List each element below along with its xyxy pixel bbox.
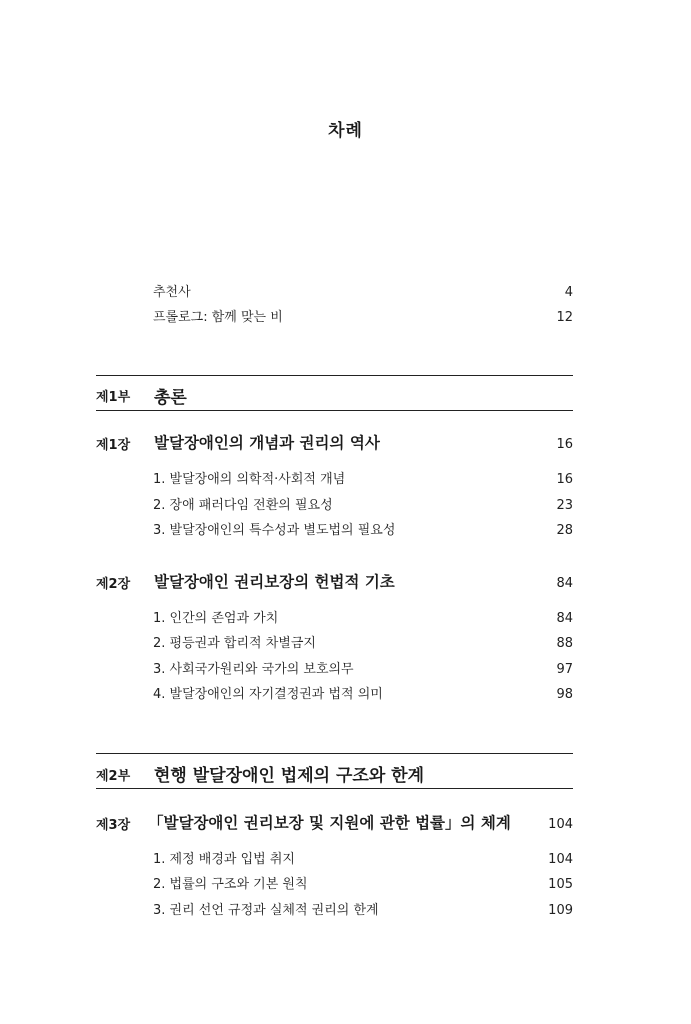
- chapter-label: 제1장: [96, 438, 131, 453]
- toc-section[interactable]: [153, 658, 573, 677]
- section-label: 3. 사회국가원리와 국가의 보호의무: [153, 662, 354, 677]
- section-page: 84: [556, 611, 573, 626]
- toc-chapter-3[interactable]: [148, 811, 573, 833]
- section-label: 4. 발달장애인의 자기결정권과 법적 의미: [153, 687, 383, 702]
- section-page: 23: [556, 498, 573, 513]
- section-page: 104: [548, 852, 573, 867]
- part-label: 제1부: [96, 390, 131, 405]
- toc-section[interactable]: [153, 632, 573, 651]
- chapter-page: 16: [556, 437, 573, 452]
- toc-section[interactable]: [153, 899, 573, 918]
- section-label: 3. 발달장애인의 특수성과 별도법의 필요성: [153, 523, 396, 538]
- section-page: 105: [548, 877, 573, 892]
- page-title: 차례: [328, 121, 363, 141]
- section-label: 3. 권리 선언 규정과 실체적 권리의 한계: [153, 903, 379, 918]
- toc-entry-front-2[interactable]: [153, 306, 573, 325]
- part-divider-bottom: [96, 788, 573, 789]
- entry-page: 4: [564, 285, 573, 300]
- section-page: 88: [556, 636, 573, 651]
- chapter-title: 발달장애인 권리보장의 헌법적 기초: [154, 573, 395, 591]
- part-title: 총론: [154, 388, 187, 408]
- toc-section[interactable]: [153, 873, 573, 892]
- entry-page: 12: [556, 310, 573, 325]
- entry-label: 추천사: [153, 285, 191, 300]
- toc-section[interactable]: [153, 683, 573, 702]
- toc-chapter-1[interactable]: [154, 431, 573, 453]
- section-label: 1. 인간의 존엄과 가치: [153, 611, 279, 626]
- part-title: 현행 발달장애인 법제의 구조와 한계: [154, 766, 425, 786]
- part-divider-top: [96, 375, 573, 376]
- section-label: 2. 법률의 구조와 기본 원칙: [153, 877, 308, 892]
- entry-label: 프롤로그: 함께 맞는 비: [153, 310, 283, 325]
- section-label: 1. 발달장애의 의학적·사회적 개념: [153, 472, 346, 487]
- chapter-title: 발달장애인의 개념과 권리의 역사: [154, 434, 380, 452]
- toc-section[interactable]: [153, 494, 573, 513]
- part-label: 제2부: [96, 769, 131, 784]
- chapter-page: 84: [556, 576, 573, 591]
- section-page: 109: [548, 903, 573, 918]
- toc-section[interactable]: [153, 468, 573, 487]
- toc-section[interactable]: [153, 519, 573, 538]
- section-label: 2. 장애 패러다임 전환의 필요성: [153, 498, 333, 513]
- section-page: 16: [556, 472, 573, 487]
- section-label: 2. 평등권과 합리적 차별금지: [153, 636, 316, 651]
- chapter-page: 104: [548, 817, 573, 832]
- section-page: 28: [556, 523, 573, 538]
- chapter-label: 제3장: [96, 818, 131, 833]
- toc-section[interactable]: [153, 607, 573, 626]
- chapter-label: 제2장: [96, 577, 131, 592]
- section-page: 98: [556, 687, 573, 702]
- part-divider-bottom: [96, 410, 573, 411]
- toc-section[interactable]: [153, 848, 573, 867]
- toc-chapter-2[interactable]: [154, 570, 573, 592]
- section-label: 1. 제정 배경과 입법 취지: [153, 852, 295, 867]
- toc-entry-front-1[interactable]: [153, 281, 573, 300]
- part-divider-top: [96, 753, 573, 754]
- section-page: 97: [556, 662, 573, 677]
- chapter-title: 「발달장애인 권리보장 및 지원에 관한 법률」의 체계: [148, 814, 511, 832]
